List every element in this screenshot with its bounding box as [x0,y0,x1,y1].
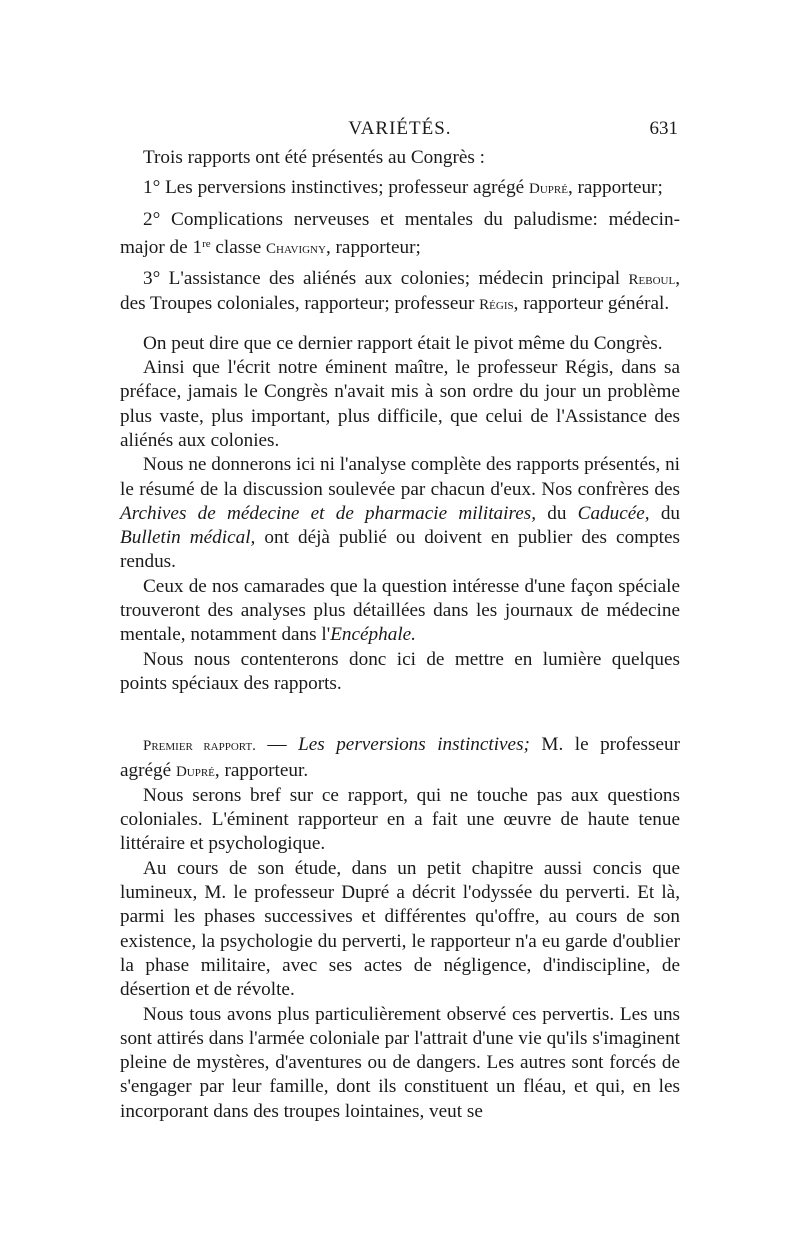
paragraph-camarades-text: Ceux de nos camarades que la question intéresse d'une façon spéciale trouveront des analyses plus détaillées dans les journaux de médecine mentale, notamment dans l' [120,575,680,646]
paragraph-points [120,648,680,697]
report-item-1-text: 1° Les perversions instinctives; professeur agrégé [143,177,529,199]
paragraph-pervertis [120,1003,680,1124]
report-item-3-end: , rapporteur général. [513,293,670,315]
paragraph-bref [120,784,680,857]
paragraph-analyses-sep-2: du [649,502,681,524]
section-label: Premier rapport. [143,738,256,755]
report-item-2 [120,208,680,262]
paragraph-analyses [120,453,680,574]
paragraph-odyssee [120,857,680,1003]
paragraph-camarades [120,575,680,648]
section-author-name: Dupré [175,763,215,780]
report-item-1 [120,176,680,201]
page-header [120,114,680,144]
page-body [120,146,680,1124]
paragraph-preface-text: Ainsi que l'écrit notre éminent maître, le professeur Régis, dans sa préface, jamais le Congrès n'avait mis à son ordre du jour un problème plus vaste, plus important, plus difficile, que celui de l'Assistance des aliénés aux colonies. [120,357,680,451]
paragraph-points-text: Nous nous contenterons donc ici de mettre en lumière quelques points spéciaux des rapports. [120,648,680,694]
author-name-dupre: Dupré [528,181,568,198]
journal-title-archives: Archives de médecine et de pharmacie militaires, [120,502,536,524]
ordinal-superscript: re [202,237,211,250]
paragraph-analyses-sep-1: du [536,502,578,524]
author-name-regis: Régis [479,297,514,314]
running-title: VARIÉTÉS. [348,118,452,139]
section-title: Les perversions instinctives; [298,734,530,756]
journal-title-caducee: Caducée, [577,502,650,524]
paragraph-analyses-text: Nous ne donnerons ici ni l'analyse complète des rapports présentés, ni le résumé de la discussion soulevée par chacun d'eux. Nos confrères des [120,454,680,500]
report-item-1-end: , rapporteur; [567,177,663,199]
section-end: , rapporteur. [214,759,309,781]
intro-paragraph [120,146,680,170]
journal-title-bulletin: Bulletin médical, [120,527,256,549]
paragraph-pivot [120,332,680,356]
author-name-chavigny: Chavigny [266,240,326,257]
report-item-2-mid: classe [210,236,267,258]
report-item-3-mid: , des Troupes coloniales, rapporteur; professeur [120,268,680,315]
paragraph-analyses-end: ont déjà publié ou doivent en publier des comptes rendus. [120,527,680,573]
author-name-reboul: Reboul [628,272,676,289]
intro-text: Trois rapports ont été présentés au Congrès : [143,147,485,168]
report-item-2-end: , rapporteur; [325,236,421,258]
report-item-2-text: 2° Complications nerveuses et mentales du paludisme: médecin-major de 1 [120,208,680,258]
paragraph-preface [120,356,680,453]
paragraph-pivot-text: On peut dire que ce dernier rapport était le pivot même du Congrès. [143,332,663,354]
report-item-3-text: 3° L'assistance des aliénés aux colonies; médecin principal [143,268,629,290]
section-dash: — [255,734,299,756]
section-heading-premier-rapport [120,733,680,784]
page-number: 631 [649,118,678,139]
report-item-3 [120,267,680,318]
paragraph-bref-text: Nous serons bref sur ce rapport, qui ne touche pas aux questions coloniales. L'éminent rapporteur en a fait une œuvre de haute tenue littéraire et psychologique. [120,784,680,855]
section-text: M. le professeur agrégé [120,734,680,781]
paragraph-pervertis-text: Nous tous avons plus particulièrement observé ces pervertis. Les uns sont attirés dans l'armée coloniale par l'attrait d'une vie qu'ils s'imaginent pleine de mystères, d'aventures ou de dangers. Les autres sont forcés de s'engager par leur famille, dont ils constituent un fléau, et qui, en les incorporant dans des troupes lointaines, veut se [120,1003,680,1122]
journal-title-encephale: Encéphale. [330,624,416,646]
paragraph-odyssee-text: Au cours de son étude, dans un petit chapitre aussi concis que lumineux, M. le professeur Dupré a décrit l'odyssée du perverti. Et là, parmi les phases successives et différentes qu'offre, au cours de son existence, la psychologie du perverti, le rapporteur n'a eu garde d'oublier la phase militaire, avec ses actes de négligence, d'indiscipline, de désertion et de révolte. [120,857,680,1001]
